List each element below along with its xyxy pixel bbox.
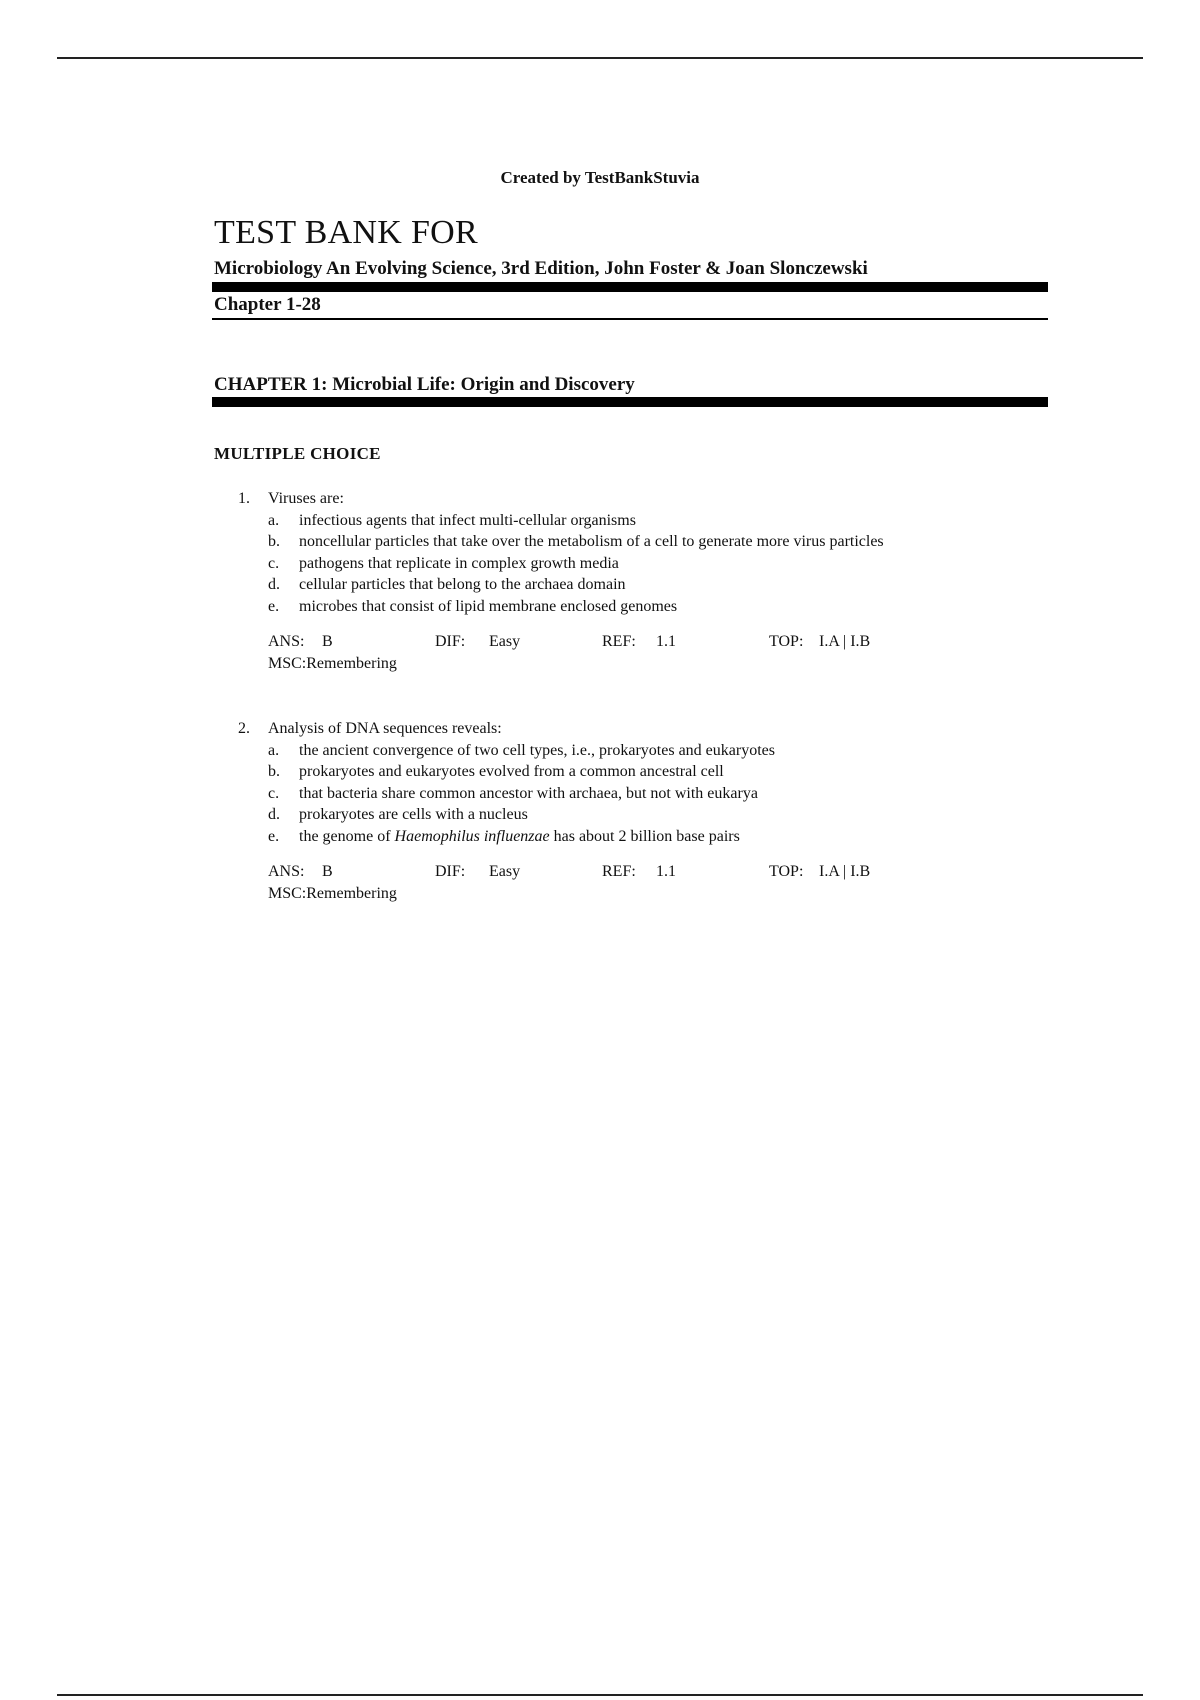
option-letter: c. [268, 554, 280, 572]
option-text: prokaryotes and eukaryotes evolved from a common ancestral cell [299, 763, 724, 780]
option-letter: e. [268, 597, 280, 615]
answer-field [268, 861, 435, 883]
reference-value: 1.1 [656, 633, 676, 650]
answer-metadata [268, 861, 1038, 904]
option-letter: c. [268, 784, 280, 802]
option-item [268, 510, 1038, 532]
option-text: cellular particles that belong to the archaea domain [299, 576, 626, 593]
reference-field [602, 861, 769, 883]
msc-value: Remembering [306, 654, 397, 672]
reference-label: REF: [602, 633, 636, 650]
answer-value: B [322, 863, 333, 880]
question-number: 1. [238, 490, 250, 507]
credit-line: Created by TestBankStuvia [500, 168, 700, 187]
option-text: that bacteria share common ancestor with archaea, but not with eukarya [299, 784, 758, 802]
reference-value: 1.1 [656, 863, 676, 880]
msc-field [268, 883, 397, 905]
difficulty-value: Easy [489, 863, 521, 880]
title-divider [212, 282, 1048, 292]
topic-label: TOP: [769, 863, 804, 880]
question-1 [238, 488, 1038, 674]
option-text: infectious agents that infect multi-cellular organisms [299, 511, 636, 529]
option-letter: a. [268, 741, 280, 759]
option-list [238, 740, 1038, 848]
chapter-range: Chapter 1-28 [214, 294, 321, 315]
option-text: prokaryotes are cells with a nucleus [299, 806, 528, 823]
option-item [268, 574, 1038, 596]
option-item [268, 740, 1038, 762]
chapter-heading: CHAPTER 1: Microbial Life: Origin and Discovery [214, 374, 635, 395]
answer-value: B [322, 633, 333, 650]
option-item [268, 531, 1038, 553]
reference-label: REF: [602, 863, 636, 880]
option-letter: d. [268, 576, 280, 593]
topic-field [769, 861, 936, 883]
option-item [268, 553, 1038, 575]
section-label: MULTIPLE CHOICE [214, 444, 381, 463]
topic-label: TOP: [769, 633, 804, 650]
page-top-rule [57, 57, 1143, 59]
difficulty-field [435, 631, 602, 653]
option-text: microbes that consist of lipid membrane enclosed genomes [299, 597, 678, 615]
reference-field [602, 631, 769, 653]
option-text: noncellular particles that take over the metabolism of a cell to generate more virus particles [299, 533, 884, 550]
option-letter: b. [268, 533, 280, 550]
question-text: Viruses are: [268, 490, 344, 507]
option-text: the ancient convergence of two cell types, i.e., prokaryotes and eukaryotes [299, 741, 775, 759]
topic-field [769, 631, 936, 653]
question-stem [238, 718, 1038, 740]
difficulty-field [435, 861, 602, 883]
answer-metadata [268, 631, 1038, 674]
difficulty-label: DIF: [435, 863, 466, 880]
chapter-divider [212, 397, 1048, 407]
question-stem [238, 488, 1038, 510]
chapter-range-divider [212, 318, 1048, 320]
difficulty-label: DIF: [435, 633, 466, 650]
book-title: Microbiology An Evolving Science, 3rd Edition, John Foster & Joan Slonczewski [214, 258, 868, 279]
msc-label: MSC: [268, 884, 307, 902]
page-bottom-rule [57, 1694, 1143, 1696]
option-text [299, 826, 929, 848]
option-item [268, 826, 1038, 848]
option-text-start: the genome of [299, 827, 395, 845]
question-2 [238, 718, 1038, 904]
document-title: TEST BANK FOR [214, 214, 478, 251]
option-list [238, 510, 1038, 618]
msc-value: Remembering [306, 884, 397, 902]
option-letter: d. [268, 806, 280, 823]
question-number: 2. [238, 720, 250, 737]
option-item [268, 783, 1038, 805]
option-text: pathogens that replicate in complex growth media [299, 554, 619, 572]
answer-label: ANS: [268, 633, 305, 650]
question-text: Analysis of DNA sequences reveals: [268, 720, 502, 737]
option-item [268, 761, 1038, 783]
option-item [268, 596, 1038, 618]
msc-field [268, 653, 397, 675]
option-item [268, 804, 1038, 826]
topic-value: I.A | I.B [819, 633, 871, 650]
topic-value: I.A | I.B [819, 863, 871, 880]
option-letter: a. [268, 511, 280, 529]
option-text-end: has about 2 billion base pairs [549, 827, 740, 845]
answer-label: ANS: [268, 863, 305, 880]
option-letter: e. [268, 827, 280, 845]
answer-field [268, 631, 435, 653]
difficulty-value: Easy [489, 633, 521, 650]
species-name: Haemophilus influenzae [394, 827, 550, 845]
msc-label: MSC: [268, 654, 307, 672]
option-letter: b. [268, 763, 280, 780]
